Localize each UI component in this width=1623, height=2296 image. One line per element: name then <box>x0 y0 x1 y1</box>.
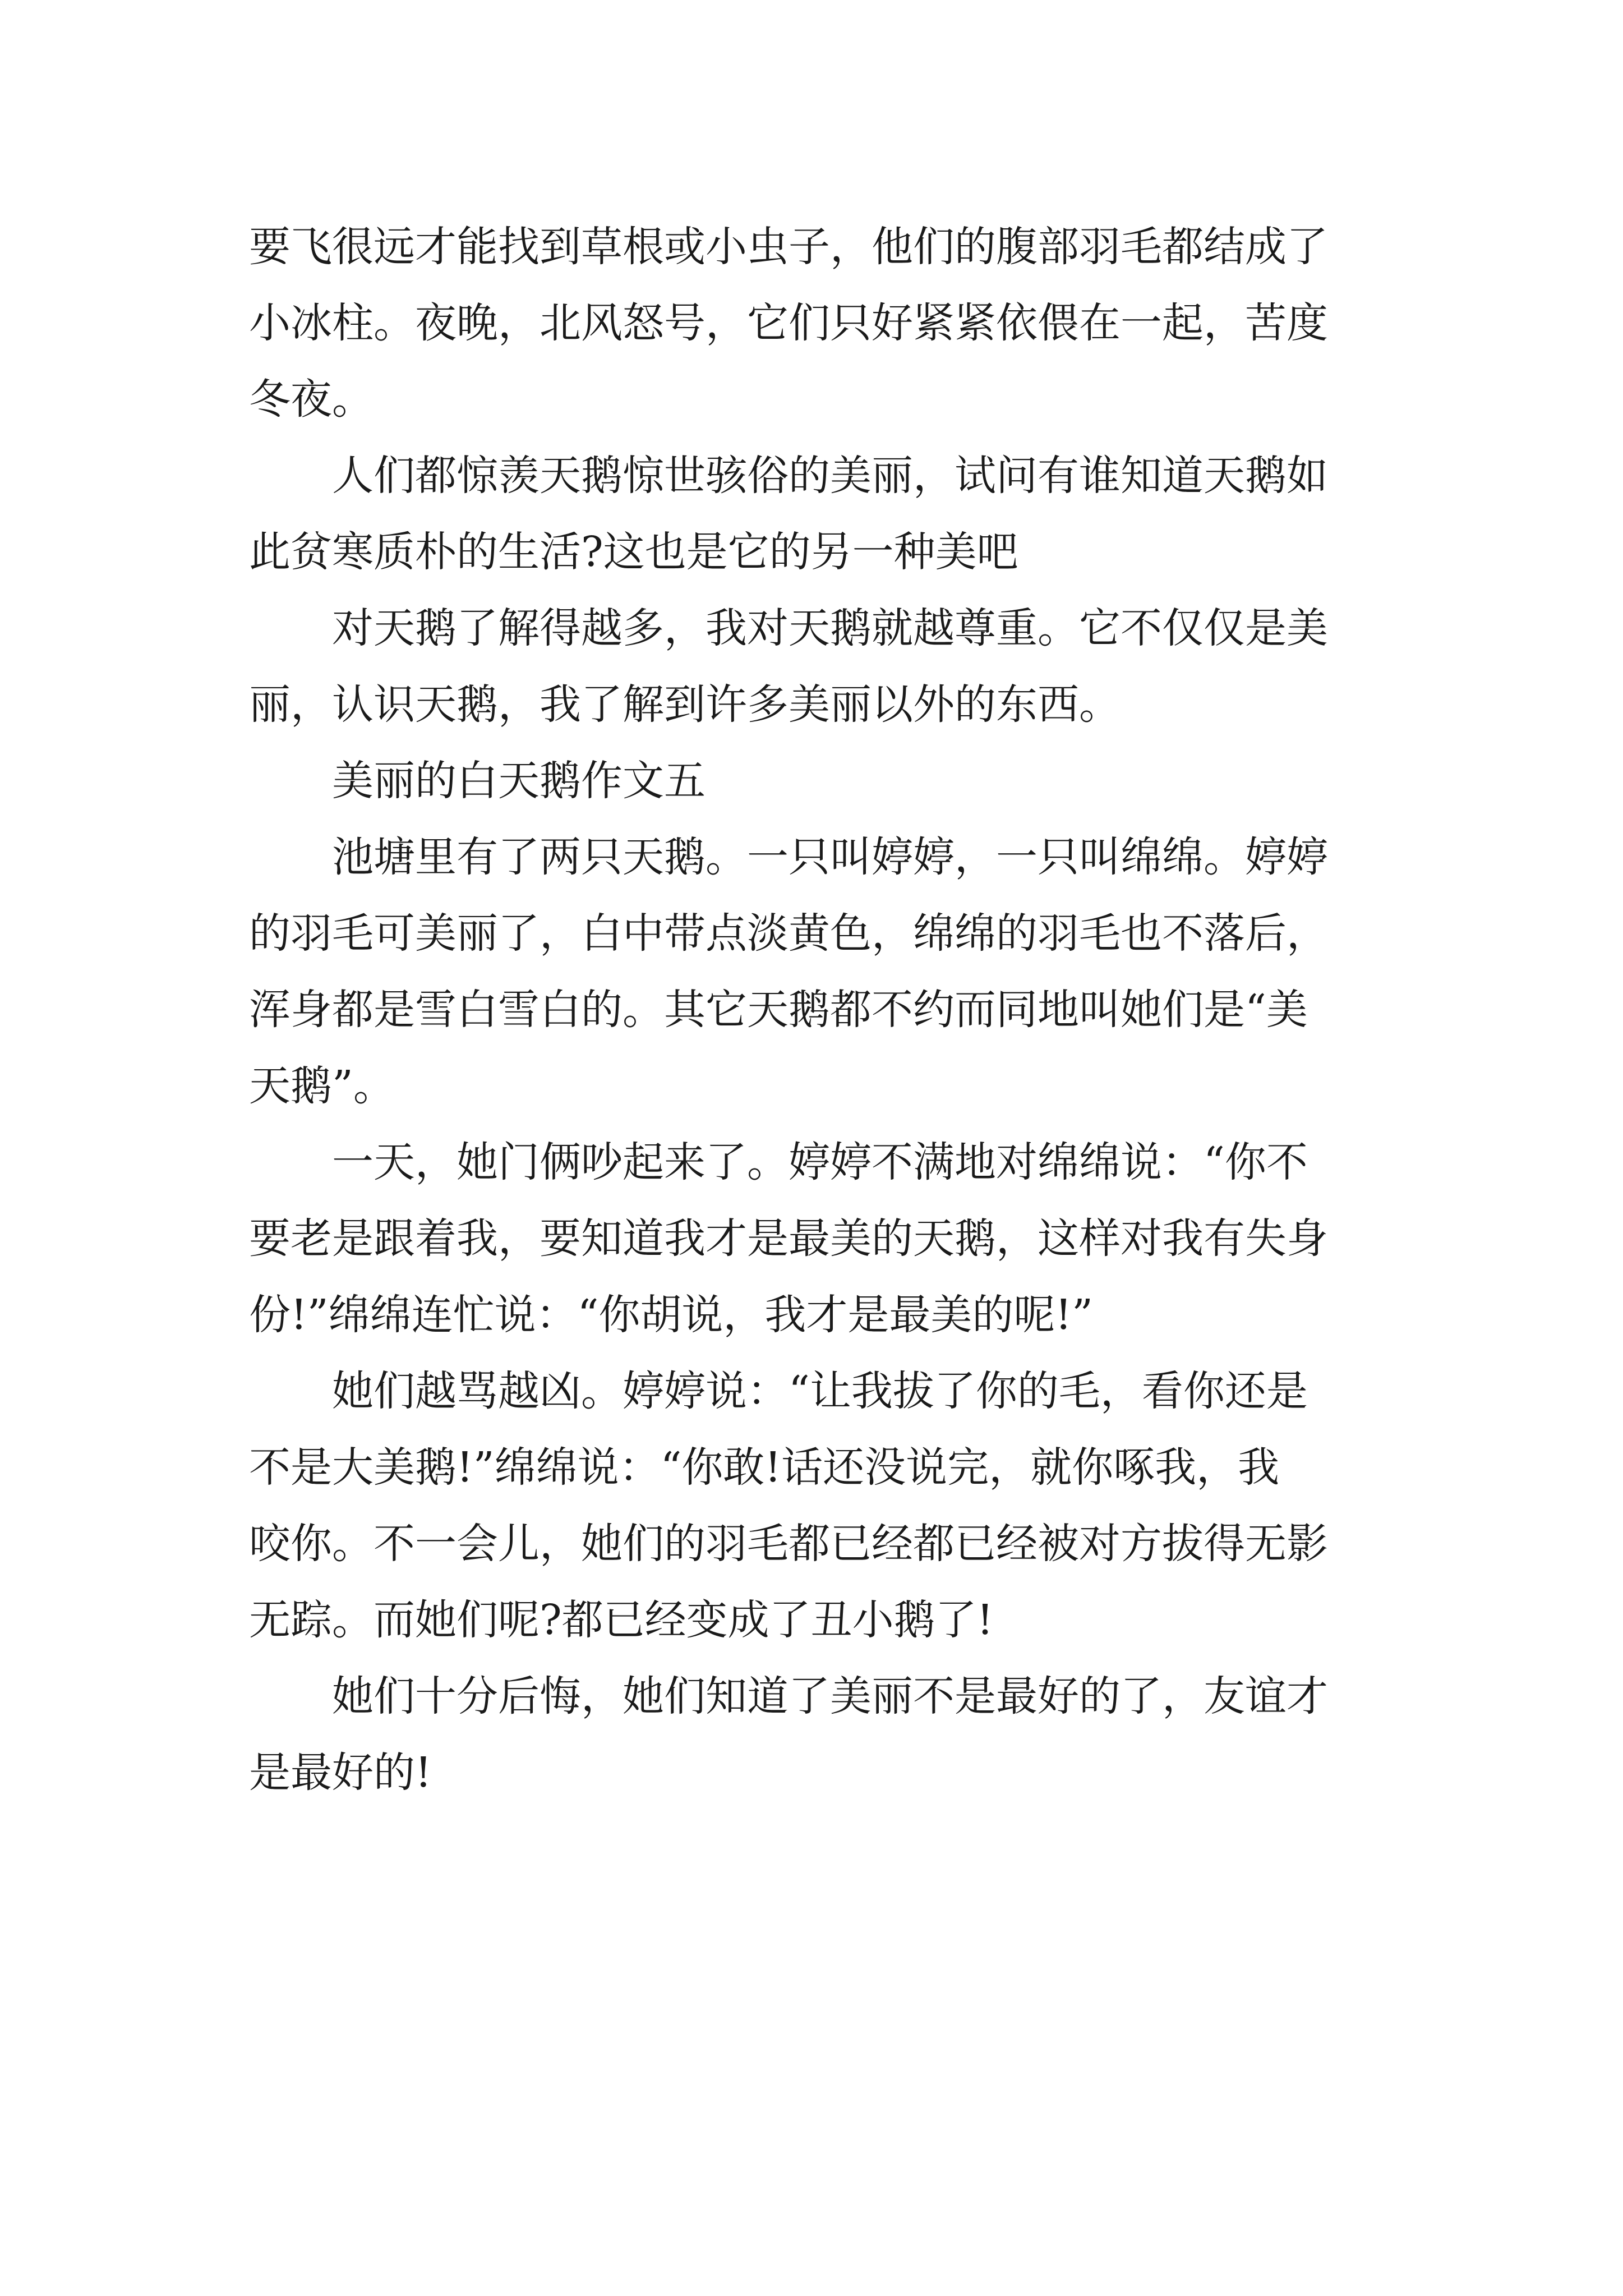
text-line: 浑身都是雪白雪白的。其它天鹅都不约而同地叫她们是“美 <box>249 986 1308 1034</box>
text-line: 份!”绵绵连忙说：“你胡说，我才是最美的呢!” <box>249 1291 1093 1339</box>
text-line: 无踪。而她们呢?都已经变成了丑小鹅了! <box>249 1596 994 1644</box>
section-heading: 美丽的白天鹅作文五 <box>332 757 706 805</box>
paragraph-first-line: 她们十分后悔，她们知道了美丽不是最好的了，友谊才 <box>332 1672 1328 1720</box>
text-line: 要飞很远才能找到草根或小虫子，他们的腹部羽毛都结成了 <box>249 223 1328 271</box>
paragraph-first-line: 一天，她门俩吵起来了。婷婷不满地对绵绵说：“你不 <box>332 1138 1308 1186</box>
text-line: 天鹅”。 <box>249 1062 395 1110</box>
text-line: 要老是跟着我，要知道我才是最美的天鹅，这样对我有失身 <box>249 1214 1328 1263</box>
text-line: 此贫寒质朴的生活?这也是它的另一种美吧 <box>249 528 1018 576</box>
paragraph-first-line: 人们都惊羡天鹅惊世骇俗的美丽，试问有谁知道天鹅如 <box>332 452 1328 500</box>
text-line: 丽，认识天鹅，我了解到许多美丽以外的东西。 <box>249 680 1121 729</box>
text-line: 小冰柱。夜晚，北风怒号，它们只好紧紧依偎在一起，苦度 <box>249 299 1328 347</box>
text-line: 冬夜。 <box>249 375 374 424</box>
text-line: 咬你。不一会儿，她们的羽毛都已经都已经被对方拔得无影 <box>249 1520 1328 1568</box>
text-line: 的羽毛可美丽了，白中带点淡黄色，绵绵的羽毛也不落后， <box>249 909 1328 958</box>
paragraph-first-line: 对天鹅了解得越多，我对天鹅就越尊重。它不仅仅是美 <box>332 604 1328 652</box>
paragraph-first-line: 池塘里有了两只天鹅。一只叫婷婷，一只叫绵绵。婷婷 <box>332 833 1328 881</box>
document-body <box>249 209 1387 1811</box>
text-line: 是最好的! <box>249 1749 432 1797</box>
text-line: 不是大美鹅!”绵绵说：“你敢!话还没说完，就你啄我，我 <box>249 1443 1280 1492</box>
paragraph-first-line: 她们越骂越凶。婷婷说：“让我拔了你的毛，看你还是 <box>332 1367 1308 1415</box>
